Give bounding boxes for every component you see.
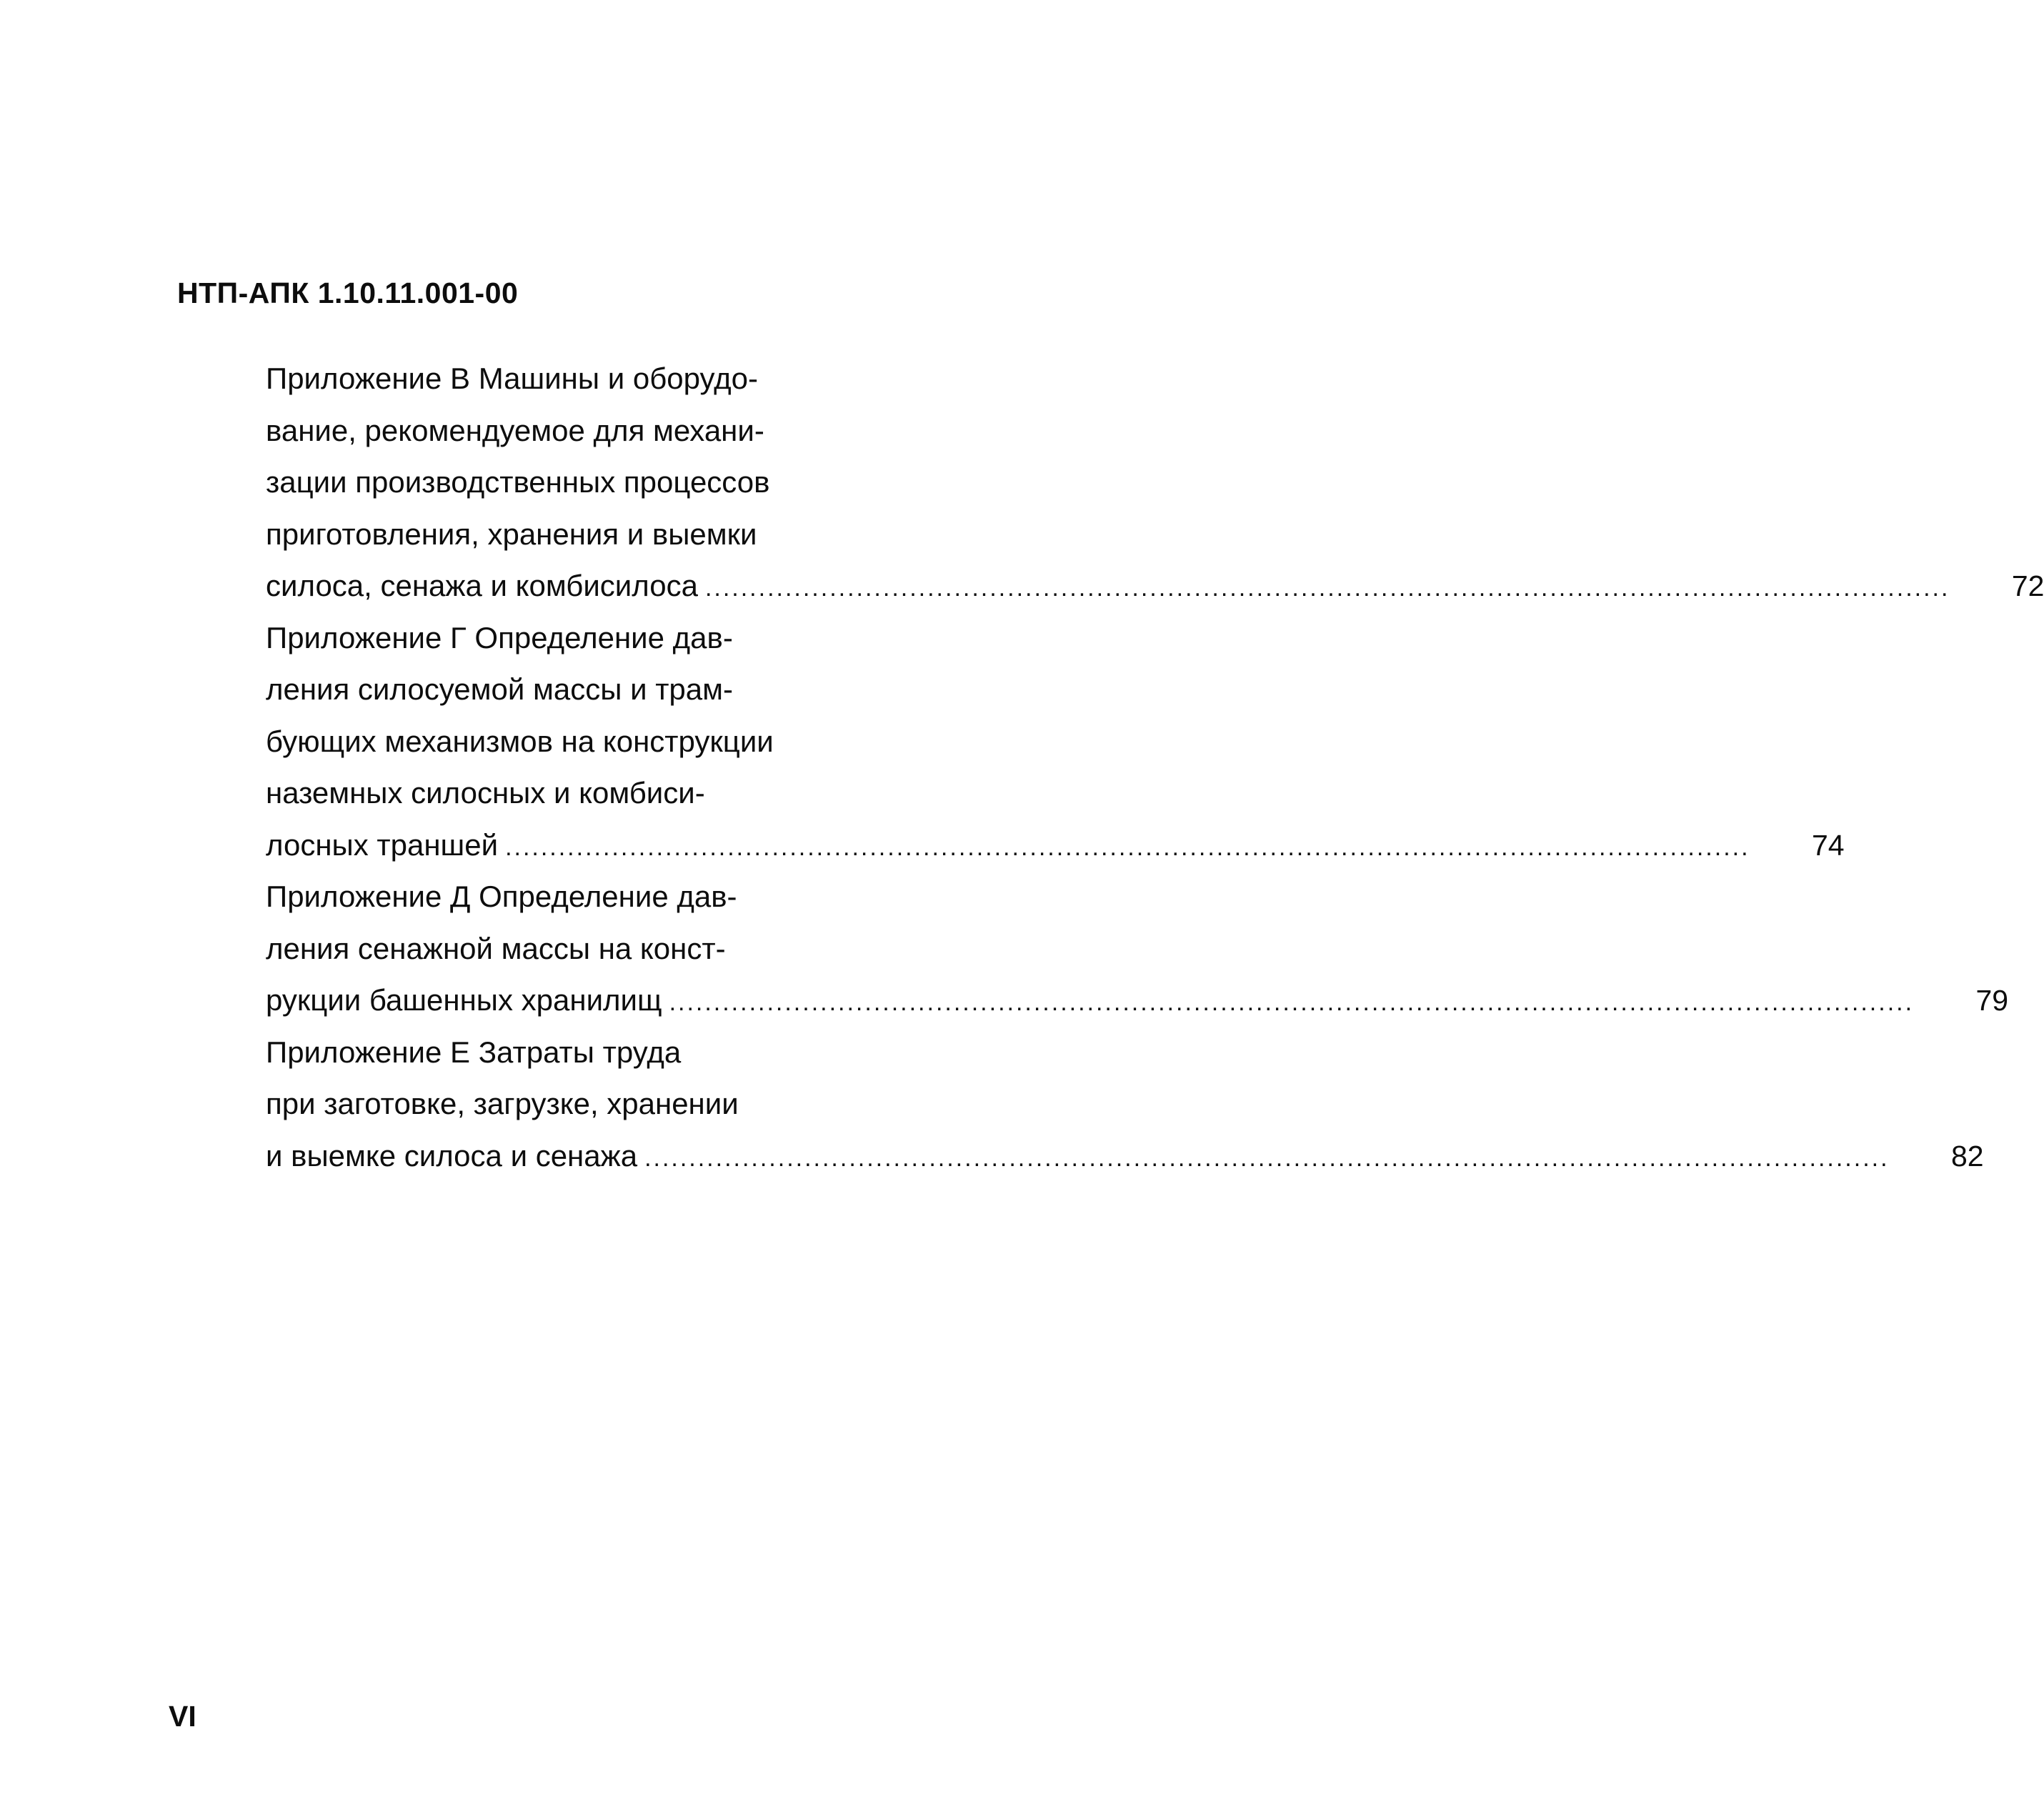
toc-line-text: лосных траншей	[266, 827, 499, 862]
toc-entry-appendix-d	[266, 871, 2009, 1027]
dot-leader: ............................................................................................................................................	[644, 1144, 1890, 1172]
toc-line	[266, 923, 1045, 975]
dot-leader: ............................................................................................................................................	[704, 574, 1950, 602]
toc-entry-appendix-g	[266, 612, 1845, 872]
toc-line-text: ления силосуемой массы и трам-	[266, 672, 734, 706]
toc-line	[266, 716, 1045, 768]
dot-leader: ............................................................................................................................................	[669, 989, 1915, 1016]
toc-line-text: Приложение В Машины и оборудо-	[266, 362, 758, 395]
toc-line	[266, 1078, 1045, 1130]
toc-line	[266, 405, 1045, 457]
table-of-contents	[266, 353, 2044, 1182]
toc-page-number: 79	[1975, 984, 2009, 1017]
toc-entry-appendix-e	[266, 1027, 1984, 1183]
toc-line-text: Приложение Г Определение дав-	[266, 620, 733, 654]
toc-line-text: приготовления, хранения и выемки	[266, 517, 757, 551]
toc-line-text: силоса, сенажа и комбисилоса	[266, 569, 698, 602]
toc-line	[266, 509, 1045, 561]
toc-line-last	[266, 1130, 1984, 1183]
toc-line-text: бующих механизмов на конструкции	[266, 724, 774, 758]
toc-line	[266, 767, 1045, 820]
toc-line	[266, 664, 1045, 716]
toc-line	[266, 1027, 1045, 1079]
document-code: НТП-АПК 1.10.11.001-00	[177, 277, 519, 309]
toc-line-text: Приложение Д Определение дав-	[266, 880, 737, 913]
toc-line	[266, 353, 1045, 405]
toc-line-text: зации производственных процессов	[266, 465, 770, 499]
toc-page-number: 82	[1950, 1139, 1984, 1173]
toc-line-text: вание, рекомендуемое для механи-	[266, 413, 764, 447]
toc-line-text: ления сенажной массы на конст-	[266, 931, 726, 965]
toc-line-last	[266, 820, 1845, 872]
toc-line-text: Приложение Е Затраты труда	[266, 1035, 682, 1069]
toc-page-number: 72	[2011, 569, 2044, 602]
toc-page-number: 74	[1811, 828, 1845, 862]
toc-entry-appendix-v	[266, 353, 2044, 612]
toc-line	[266, 457, 1045, 509]
toc-line	[266, 871, 1045, 923]
toc-line	[266, 612, 1045, 664]
dot-leader: ............................................................................................................................................	[505, 833, 1750, 861]
toc-line-text: при заготовке, загрузке, хранении	[266, 1087, 739, 1120]
page-number: VI	[169, 1700, 196, 1733]
toc-line-last	[266, 975, 2009, 1027]
toc-line-text: наземных силосных и комбиси-	[266, 776, 705, 810]
toc-line-text: и выемке силоса и сенажа	[266, 1138, 638, 1173]
toc-line-last	[266, 560, 2044, 612]
toc-line-text: рукции башенных хранилищ	[266, 983, 662, 1017]
